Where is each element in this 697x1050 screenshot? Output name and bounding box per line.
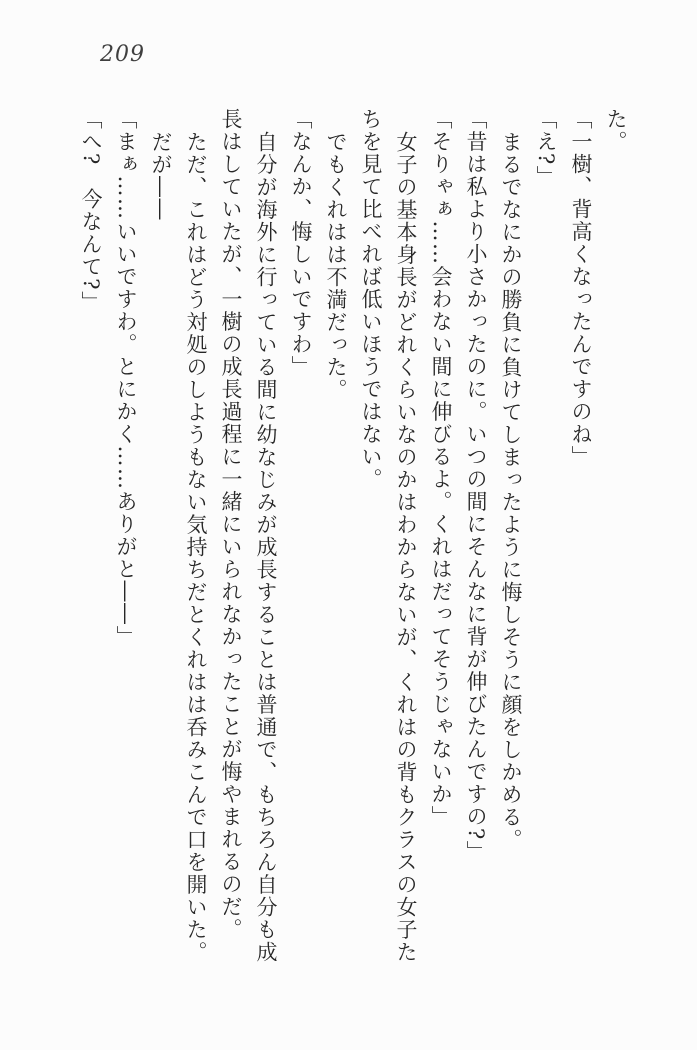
page-number: 209	[100, 42, 145, 67]
paragraph: 女子の基本身長がどれくらいなのかはわからないが、くれはの背もクラスの女子たちを見て比べれば低いほうではない。	[359, 108, 418, 963]
paragraph: 「え?」	[534, 108, 558, 189]
body-text	[73, 108, 633, 968]
paragraph: 「まぁ……いいですわ。とにかく……ありがと――」	[114, 108, 138, 648]
paragraph: た。	[604, 108, 628, 153]
paragraph: でもくれはは不満だった。	[324, 130, 348, 401]
paragraph: 自分が海外に行っている間に幼なじみが成長することは普通で、もちろん自分も成長はしていたが、一樹の成長過程に一緒にいられなかったことが悔やまれるのだ。	[219, 108, 278, 963]
paragraph: まるでなにかの勝負に負けてしまったように悔しそうに顔をしかめる。	[499, 130, 523, 851]
paragraph: 「へ? 今なんて?」	[79, 108, 103, 314]
paragraph: 「一樹、背高くなったんですのね」	[569, 108, 593, 468]
paragraph: 「そりゃぁ……会わない間に伸びるよ。くれはだってそうじゃないか」	[429, 108, 453, 828]
paragraph: ただ、これはどう対処のしようもない気持ちだとくれはは呑みこんで口を開いた。	[184, 130, 208, 963]
paragraph: 「なんか、悔しいですわ」	[289, 108, 313, 378]
paragraph: だが――	[149, 130, 173, 221]
paragraph: 「昔は私より小さかったのに。いつの間にそんなに背が伸びたんですの?」	[464, 108, 488, 864]
